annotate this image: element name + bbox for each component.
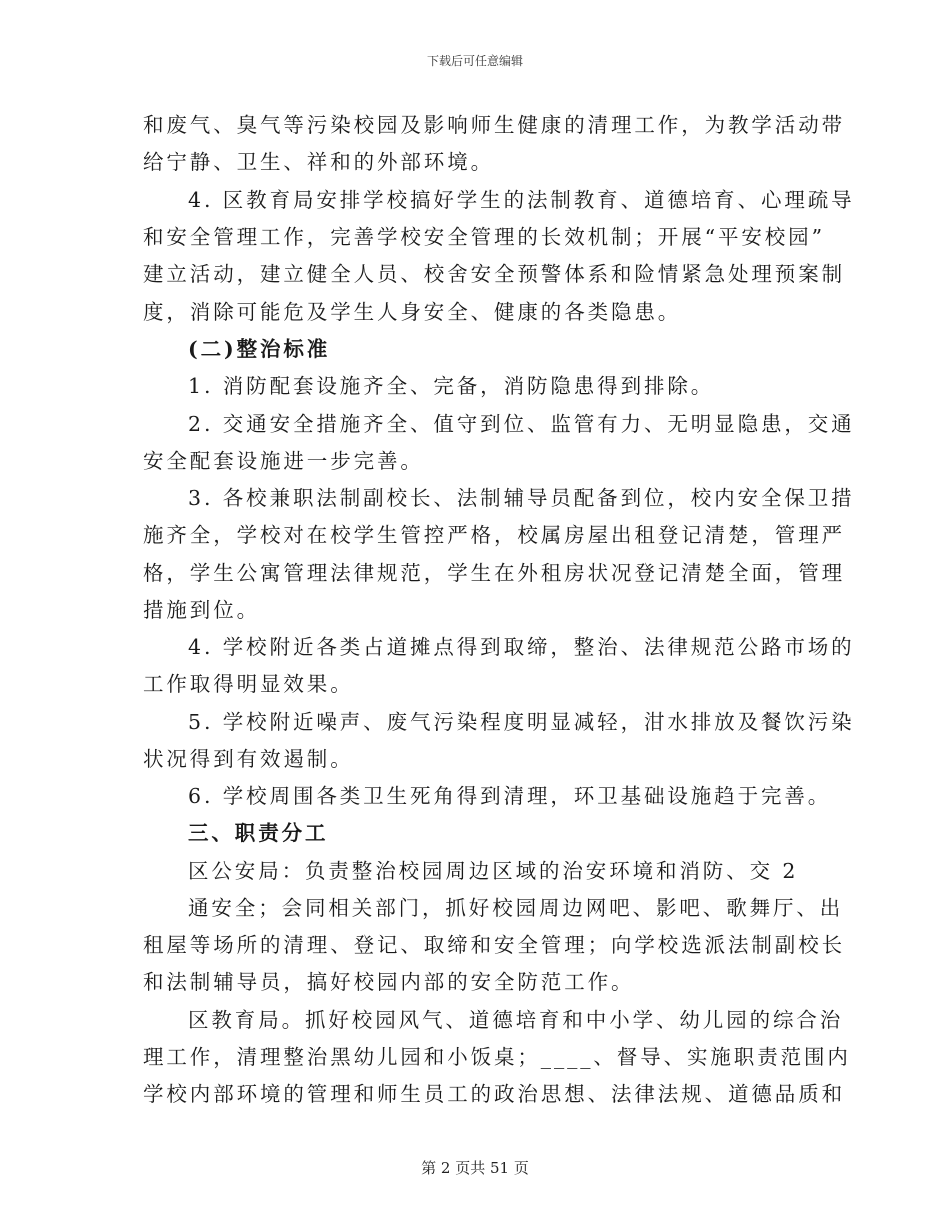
text-line: 和安全管理工作，完善学校安全管理的长效机制；开展“平安校园” [143, 225, 825, 249]
text-line: 5. 学校附近噪声、废气污染程度明显减轻，泔水排放及餐饮污染 [188, 710, 855, 734]
section-heading: (二)整治标准 [188, 337, 331, 361]
text-line: 4. 区教育局安排学校搞好学生的法制教育、道德培育、心理疏导 [188, 188, 855, 212]
text-line: 4. 学校附近各类占道摊点得到取缔，整治、法律规范公路市场的 [188, 635, 855, 659]
text-line: 通安全；会同相关部门，抓好校园周边网吧、影吧、歌舞厅、出 [188, 896, 844, 920]
text-line: 1. 消防配套设施齐全、完备，消防隐患得到排除。 [188, 374, 715, 398]
text-line: 区教育局。抓好校园风气、道德培育和中小学、幼儿园的综合治 [188, 1008, 844, 1032]
text-line: 安全配套设施进一步完善。 [143, 449, 424, 473]
page-header: 下载后可任意编辑 [426, 54, 523, 68]
text-line: 区公安局：负责整治校园周边区域的治安环境和消防、交 2 [188, 859, 799, 883]
text-line: 施齐全，学校对在校学生管控严格，校属房屋出租登记清楚，管理严 [143, 523, 845, 547]
page-footer: 第 2 页共 51 页 [421, 1159, 529, 1177]
text-line: 6. 学校周围各类卫生死角得到清理，环卫基础设施趋于完善。 [188, 784, 832, 808]
text-line: 措施到位。 [143, 598, 260, 622]
text-line: 3. 各校兼职法制副校长、法制辅导员配备到位，校内安全保卫措 [188, 486, 855, 510]
text-line: 理工作，清理整治黑幼儿园和小饭桌；____、督导、实施职责范围内 [143, 1045, 851, 1069]
text-line: 学校内部环境的管理和师生员工的政治思想、法律法规、道德品质和 [143, 1082, 845, 1106]
text-line: 格，学生公寓管理法律规范，学生在外租房状况登记清楚全面，管理 [143, 561, 845, 585]
text-line: 和法制辅导员，搞好校园内部的安全防范工作。 [143, 970, 635, 994]
section-heading: 三、职责分工 [188, 821, 329, 845]
text-line: 给宁静、卫生、祥和的外部环境。 [143, 150, 494, 174]
text-line: 2. 交通安全措施齐全、值守到位、监管有力、无明显隐患，交通 [188, 412, 855, 436]
text-line: 工作取得明显效果。 [143, 672, 354, 696]
text-line: 和废气、臭气等污染校园及影响师生健康的清理工作，为教学活动带 [143, 113, 845, 137]
text-line: 租屋等场所的清理、登记、取缔和安全管理；向学校选派法制副校长 [143, 933, 845, 957]
text-line: 度，消除可能危及学生人身安全、健康的各类隐患。 [143, 300, 682, 324]
text-line: 状况得到有效遏制。 [143, 747, 354, 771]
text-line: 建立活动，建立健全人员、校舍安全预警体系和险情紧急处理预案制 [143, 262, 845, 286]
